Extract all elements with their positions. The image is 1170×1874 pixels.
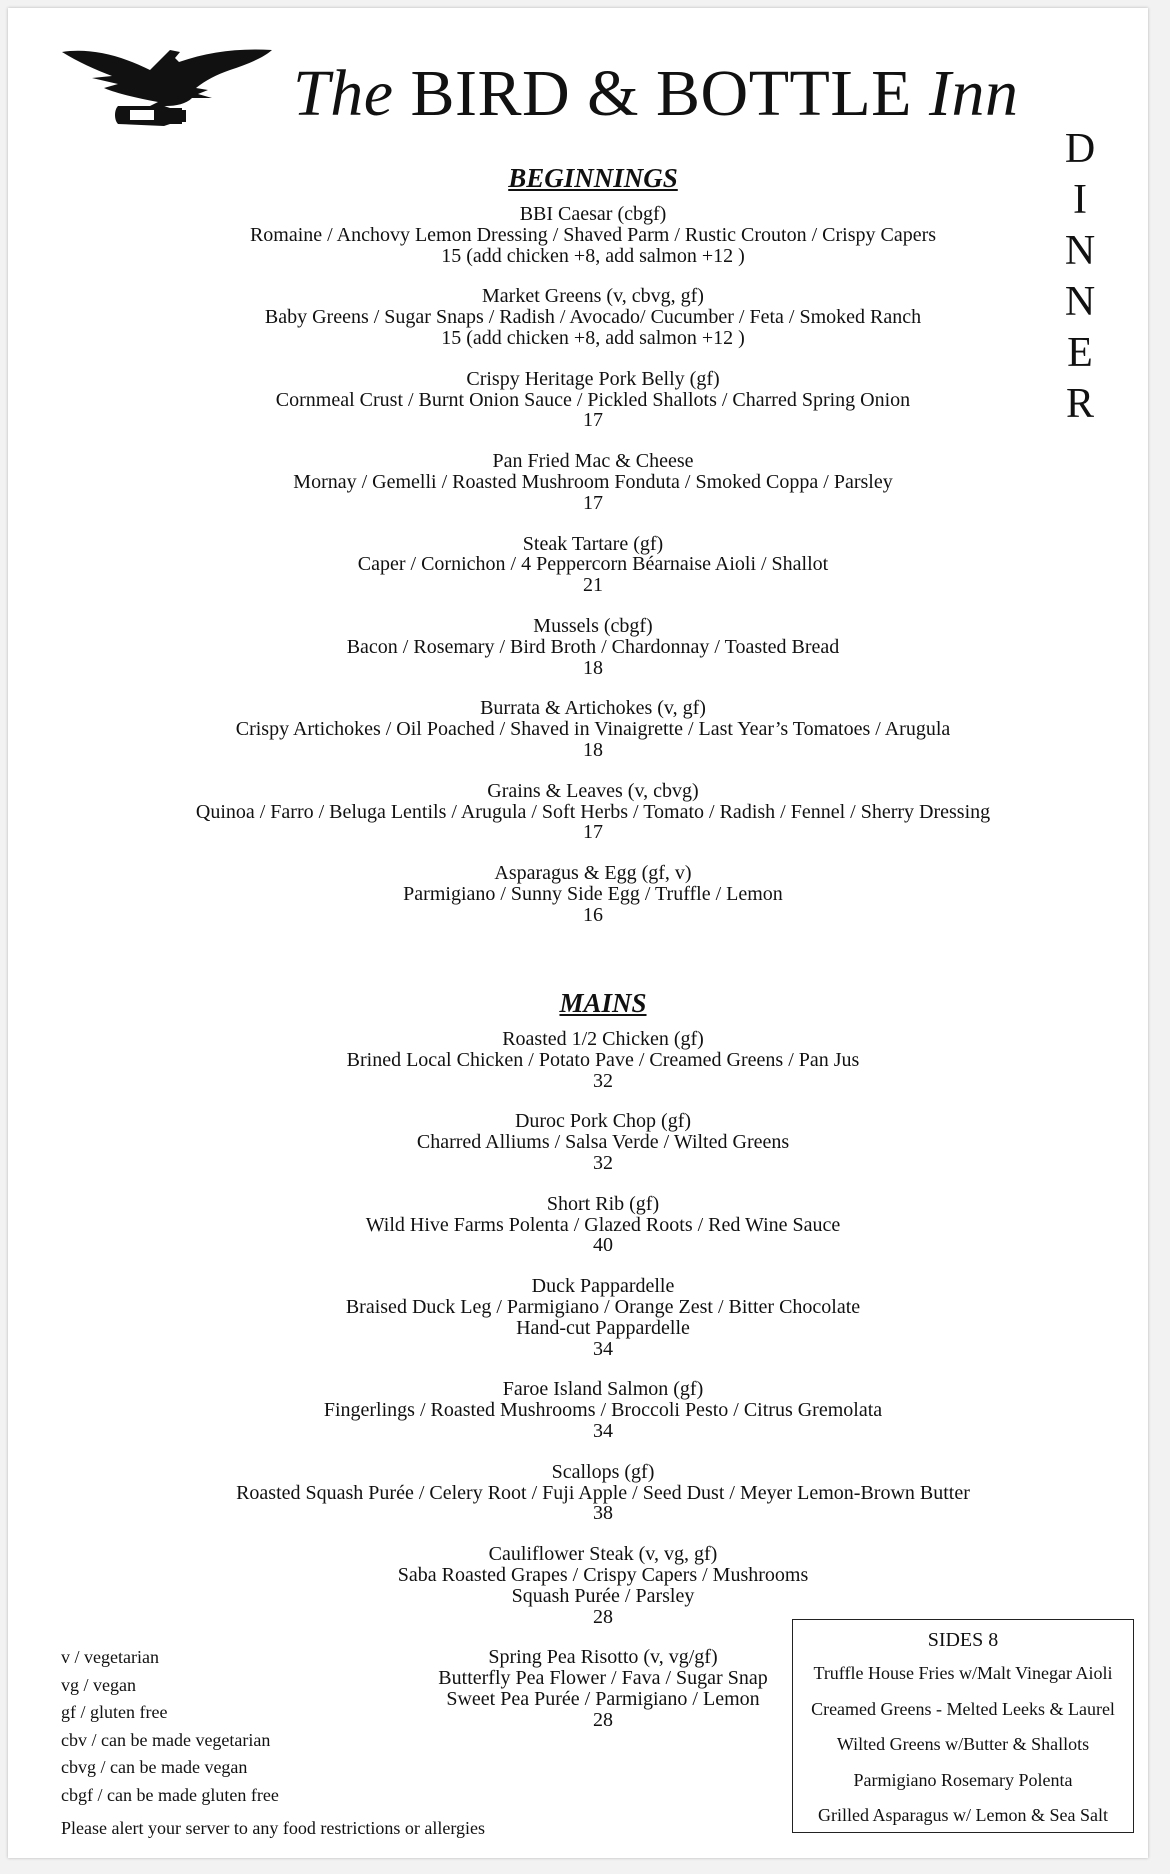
menu-item (148, 1379, 1058, 1441)
beginnings-title: BEGINNINGS (508, 163, 678, 193)
menu-item (148, 1194, 1058, 1256)
item-description: Wild Hive Farms Polenta / Glazed Roots / Red Wine Sauce (365, 1213, 841, 1236)
side-item: Creamed Greens - Melted Leeks & Laurel (811, 1698, 1115, 1719)
item-price: 16 (583, 903, 603, 926)
legend-item: v / vegetarian (61, 1647, 159, 1667)
item-price: 17 (583, 491, 603, 514)
menu-page (8, 8, 1148, 1858)
item-name: Cauliflower Steak (v, vg, gf) (488, 1543, 718, 1566)
menu-item (138, 451, 1048, 513)
menu-item (138, 863, 1048, 925)
dinner-letter: D (1064, 126, 1096, 172)
item-price: 18 (583, 738, 603, 761)
dinner-letter: I (1073, 177, 1087, 223)
dinner-letter: N (1064, 228, 1096, 274)
item-description-2: Hand-cut Pappardelle (516, 1316, 690, 1339)
menu-item (138, 369, 1048, 431)
item-name: Faroe Island Salmon (gf) (502, 1378, 704, 1401)
item-name: Mussels (cbgf) (533, 614, 653, 637)
item-description-2: Squash Purée / Parsley (511, 1584, 695, 1607)
menu-item (138, 286, 1048, 348)
menu-item (138, 616, 1048, 678)
item-description: Bacon / Rosemary / Bird Broth / Chardonnay / Toasted Bread (346, 635, 840, 658)
item-name: Steak Tartare (gf) (522, 532, 664, 555)
title-the: The (293, 57, 394, 130)
item-price: 15 (add chicken +8, add salmon +12 ) (441, 326, 745, 349)
allergy-notice: Please alert your server to any food restrictions or allergies (61, 1818, 486, 1838)
item-name: Duck Pappardelle (531, 1275, 675, 1298)
vertical-dinner-label (1048, 124, 1112, 430)
item-name: Roasted 1/2 Chicken (gf) (502, 1028, 704, 1050)
legend-item: cbv / can be made vegetarian (61, 1729, 271, 1750)
item-price: 18 (583, 656, 603, 679)
item-price: 32 (593, 1151, 613, 1174)
item-description: Romaine / Anchovy Lemon Dressing / Shaved Parm / Rustic Crouton / Crispy Capers (249, 223, 937, 246)
item-name: BBI Caesar (cbgf) (519, 203, 667, 225)
item-price: 32 (593, 1069, 613, 1092)
item-name: Short Rib (gf) (546, 1192, 660, 1215)
item-description: Roasted Squash Purée / Celery Root / Fuji Apple / Seed Dust / Meyer Lemon-Brown Butter (236, 1481, 970, 1504)
menu-item (148, 1276, 1058, 1359)
menu-item (138, 534, 1048, 596)
item-price: 34 (593, 1337, 613, 1360)
item-price: 38 (593, 1502, 613, 1525)
item-description: Crispy Artichokes / Oil Poached / Shaved in Vinaigrette / Last Year’s Tomatoes / Arugula (235, 718, 951, 741)
item-price: 34 (593, 1419, 613, 1442)
side-item: Grilled Asparagus w/ Lemon & Sea Salt (818, 1805, 1108, 1825)
side-item: Wilted Greens w/Butter & Shallots (836, 1734, 1090, 1754)
item-price: 17 (583, 409, 603, 432)
item-name: Burrata & Artichokes (v, gf) (480, 697, 706, 720)
menu-item (138, 204, 1048, 266)
legend-item: vg / vegan (61, 1674, 136, 1695)
menu-item (148, 1029, 1058, 1091)
item-description: Quinoa / Farro / Beluga Lentils / Arugula / Soft Herbs / Tomato / Radish / Fennel / Sherry Dressing (195, 800, 991, 823)
menu-item (148, 1544, 1058, 1627)
mains-title: MAINS (559, 988, 647, 1018)
legend-item: gf / gluten free (61, 1702, 168, 1722)
menu-item (148, 1462, 1058, 1524)
eagle-bottle-logo-icon (58, 44, 273, 144)
restaurant-title (293, 54, 1053, 134)
menu-item (138, 781, 1048, 843)
item-name: Market Greens (v, cbvg, gf) (482, 285, 704, 308)
item-name: Pan Fried Mac & Cheese (492, 450, 694, 473)
item-description: Mornay / Gemelli / Roasted Mushroom Fonduta / Smoked Coppa / Parsley (293, 470, 893, 493)
item-price: 28 (593, 1605, 613, 1628)
item-description: Saba Roasted Grapes / Crispy Capers / Mushrooms (397, 1563, 809, 1586)
item-description: Cornmeal Crust / Burnt Onion Sauce / Pickled Shallots / Charred Spring Onion (275, 388, 911, 411)
dietary-legend (61, 1644, 279, 1809)
item-description: Fingerlings / Roasted Mushrooms / Broccoli Pesto / Citrus Gremolata (323, 1399, 883, 1422)
item-name: Duroc Pork Chop (gf) (514, 1110, 692, 1133)
dinner-letter: N (1064, 279, 1096, 325)
sides-title: SIDES 8 (927, 1629, 999, 1651)
item-name: Grains & Leaves (v, cbvg) (487, 779, 699, 802)
item-description: Baby Greens / Sugar Snaps / Radish / Avocado/ Cucumber / Feta / Smoked Ranch (264, 306, 922, 329)
item-description: Charred Alliums / Salsa Verde / Wilted Greens (416, 1131, 790, 1154)
item-name: Crispy Heritage Pork Belly (gf) (466, 367, 720, 390)
item-price: 15 (add chicken +8, add salmon +12 ) (441, 244, 745, 267)
item-price: 17 (583, 821, 603, 844)
item-description: Parmigiano / Sunny Side Egg / Truffle / Lemon (403, 882, 783, 905)
side-item: Truffle House Fries w/Malt Vinegar Aioli (813, 1663, 1113, 1683)
dinner-letter: R (1065, 381, 1094, 427)
menu-item (138, 698, 1048, 760)
item-description: Brined Local Chicken / Potato Pave / Creamed Greens / Pan Jus (346, 1048, 860, 1071)
side-item: Parmigiano Rosemary Polenta (853, 1769, 1073, 1790)
item-description: Braised Duck Leg / Parmigiano / Orange Zest / Bitter Chocolate (345, 1295, 861, 1318)
sides-box (792, 1619, 1134, 1833)
menu-item (148, 1111, 1058, 1173)
item-description: Caper / Cornichon / 4 Peppercorn Béarnaise Aioli / Shallot (357, 553, 829, 576)
title-main: BIRD & BOTTLE (410, 57, 912, 130)
title-inn: Inn (928, 57, 1019, 130)
legend-item: cbgf / can be made gluten free (61, 1784, 279, 1805)
item-price: 40 (593, 1234, 613, 1257)
legend-item: cbvg / can be made vegan (61, 1757, 248, 1777)
item-description: Butterfly Pea Flower / Fava / Sugar Snap (438, 1667, 768, 1690)
item-description-2: Sweet Pea Purée / Parmigiano / Lemon (446, 1687, 760, 1710)
item-price: 21 (583, 574, 603, 597)
item-price: 28 (593, 1708, 613, 1731)
item-name: Asparagus & Egg (gf, v) (494, 862, 692, 885)
dinner-letter: E (1067, 330, 1093, 376)
item-name: Scallops (gf) (551, 1460, 655, 1483)
beginnings-section (138, 162, 1048, 946)
item-name: Spring Pea Risotto (v, vg/gf) (488, 1646, 718, 1669)
